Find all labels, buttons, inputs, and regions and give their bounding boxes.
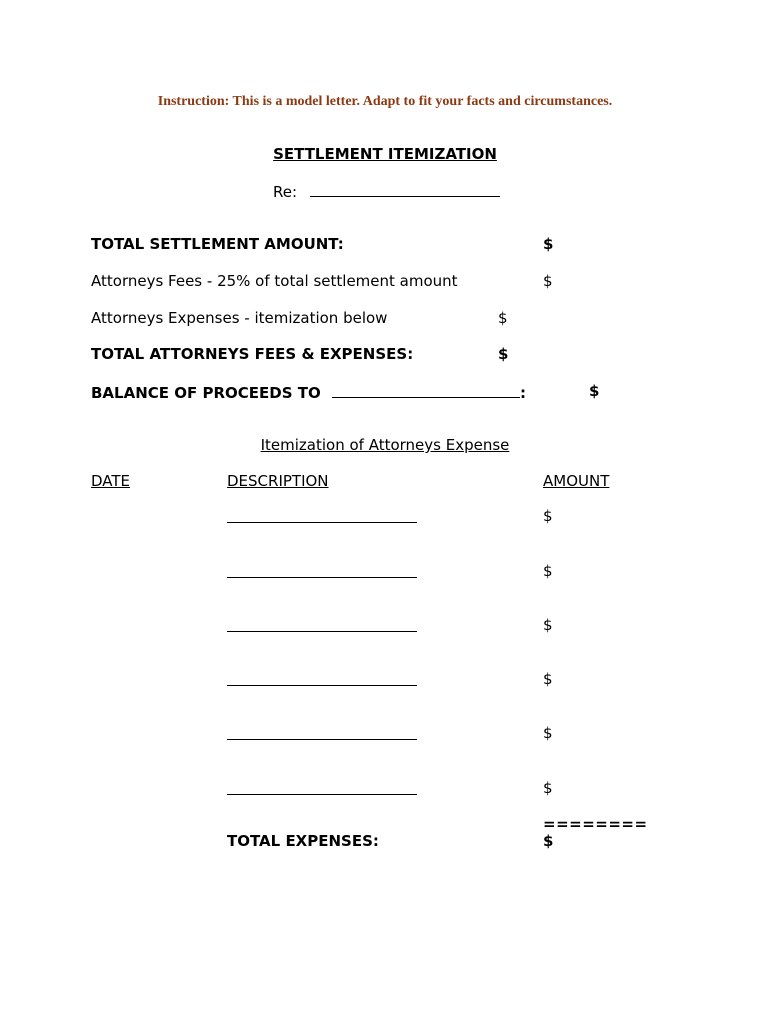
total-settlement-label: TOTAL SETTLEMENT AMOUNT: bbox=[91, 235, 344, 253]
document-title: SETTLEMENT ITEMIZATION bbox=[273, 145, 497, 163]
balance-label: BALANCE OF PROCEEDS TO bbox=[91, 384, 321, 402]
expense-row-1-currency: $ bbox=[543, 507, 553, 525]
itemization-heading: Itemization of Attorneys Expense bbox=[260, 436, 510, 454]
total-expenses-label: TOTAL EXPENSES: bbox=[227, 832, 379, 850]
balance-colon: : bbox=[519, 384, 526, 402]
expense-row-5-currency: $ bbox=[543, 724, 553, 742]
expense-row-1-description-line bbox=[227, 522, 417, 523]
expense-row-5-description-line bbox=[227, 739, 417, 740]
balance-line bbox=[91, 384, 526, 401]
expense-row-4-description-line bbox=[227, 685, 417, 686]
expense-row-4-currency: $ bbox=[543, 670, 553, 688]
total-settlement-currency: $ bbox=[543, 235, 554, 253]
balance-blank bbox=[332, 384, 520, 398]
expense-row-2-description-line bbox=[227, 577, 417, 578]
expense-row-3-currency: $ bbox=[543, 616, 553, 634]
column-date: DATE bbox=[91, 472, 131, 490]
expense-row-2-currency: $ bbox=[543, 562, 553, 580]
attorneys-fees-currency: $ bbox=[543, 272, 553, 290]
re-label: Re: bbox=[273, 183, 298, 201]
attorneys-fees-label: Attorneys Fees - 25% of total settlement amount bbox=[91, 272, 458, 290]
attorneys-expenses-currency: $ bbox=[498, 309, 508, 327]
column-amount: AMOUNT bbox=[543, 472, 610, 490]
attorneys-expenses-label: Attorneys Expenses - itemization below bbox=[91, 309, 388, 327]
re-line bbox=[273, 183, 500, 200]
column-description: DESCRIPTION bbox=[227, 472, 329, 490]
total-expenses-currency: $ bbox=[543, 832, 554, 850]
total-fees-expenses-currency: $ bbox=[498, 345, 509, 363]
expense-row-3-description-line bbox=[227, 631, 417, 632]
expense-row-6-description-line bbox=[227, 794, 417, 795]
balance-currency: $ bbox=[589, 382, 600, 400]
total-fees-expenses-label: TOTAL ATTORNEYS FEES & EXPENSES: bbox=[91, 345, 414, 363]
total-separator: ======== bbox=[543, 815, 648, 833]
instruction-text: Instruction: This is a model letter. Adapt to fit your facts and circumstances. bbox=[157, 94, 613, 109]
re-blank bbox=[310, 183, 500, 197]
expense-row-6-currency: $ bbox=[543, 779, 553, 797]
